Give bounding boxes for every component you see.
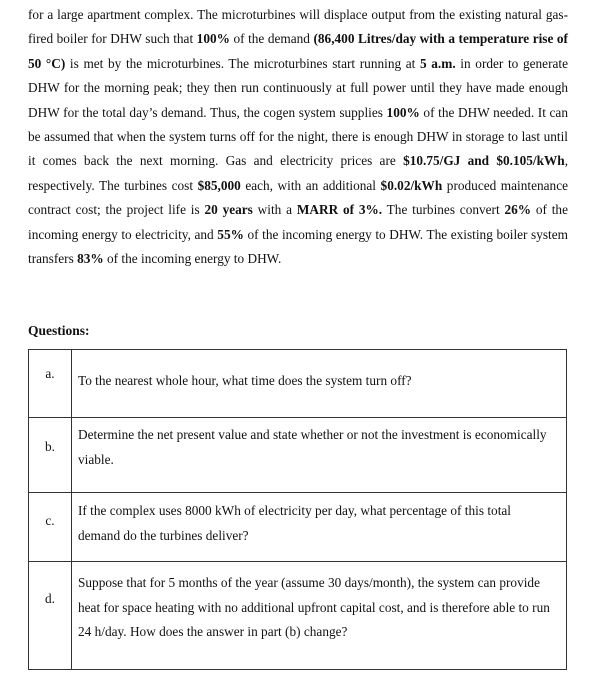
question-row-a xyxy=(29,350,567,418)
question-letter: d. xyxy=(45,591,55,606)
question-text-cell xyxy=(72,493,567,562)
question-letter-cell xyxy=(29,493,72,562)
text-segment: of the demand xyxy=(229,31,314,47)
question-letter-cell xyxy=(29,350,72,418)
questions-heading: Questions: xyxy=(28,323,90,338)
bold-value: 100% xyxy=(386,104,420,120)
text-segment: of the incoming energy to electricity, and xyxy=(28,202,568,242)
question-text-cell xyxy=(72,418,567,493)
bold-value: $0.02/kWh xyxy=(380,177,443,193)
text-segment: of the DHW needed. It can be assumed that when the system turns off for the night, there is enough DHW in storage to last until it comes back the next morning. Gas and electricity prices are xyxy=(28,104,568,169)
bold-value: $10.75/GJ and $0.105/kWh xyxy=(403,153,565,169)
text-segment: produced maintenance contract cost; the project life is xyxy=(28,177,568,218)
question-row-c xyxy=(29,493,567,562)
text-segment: , respectively. The turbines cost xyxy=(28,153,569,193)
bold-value: 55% xyxy=(217,226,244,242)
bold-value: 20 years xyxy=(204,202,253,218)
bold-value: 83% xyxy=(77,251,104,267)
text-segment: of the incoming energy to DHW. The existing boiler system transfers xyxy=(28,226,568,267)
text-segment: in order to generate DHW for the morning peak; they then run continuously at full power until they have made enough DHW for the total day’s demand. Thus, the cogen system supplies xyxy=(28,55,568,120)
question-text: If the complex uses 8000 kWh of electricity per day, what percentage of this total demand do the turbines deliver? xyxy=(78,503,511,543)
bold-value: MARR of 3%. xyxy=(296,202,383,218)
questions-table xyxy=(28,349,567,670)
question-text-cell xyxy=(72,350,567,418)
bold-value: 5 a.m. xyxy=(420,55,456,71)
question-letter-cell xyxy=(29,562,72,670)
question-letter: c. xyxy=(45,513,55,528)
question-row-d xyxy=(29,562,567,670)
question-text: Suppose that for 5 months of the year (assume 30 days/month), the system can provide heat for space heating with no additional upfront capital cost, and is therefore able to run 24 h/day. How does the answer in part (b) change? xyxy=(78,575,550,639)
text-segment: with a xyxy=(252,202,297,218)
bold-value: 26% xyxy=(504,202,532,218)
text-segment: The turbines convert xyxy=(382,202,505,218)
question-row-b xyxy=(29,418,567,493)
question-text: Determine the net present value and state whether or not the investment is economically viable. xyxy=(78,427,547,467)
text-segment: is met by the microturbines. The microturbines start running at xyxy=(65,55,420,71)
text-segment: each, with an additional xyxy=(240,177,381,193)
text-segment: of the incoming energy to DHW. xyxy=(103,251,282,267)
bold-value: 100% xyxy=(196,31,230,47)
bold-value: (86,400 Litres/day with a temperature rise of 50 °C) xyxy=(28,31,568,71)
question-text-cell xyxy=(72,562,567,670)
question-text: To the nearest whole hour, what time does the system turn off? xyxy=(78,373,412,388)
problem-statement xyxy=(28,3,568,271)
question-letter: a. xyxy=(45,366,55,381)
bold-value: $85,000 xyxy=(197,177,241,193)
question-letter-cell xyxy=(29,418,72,493)
text-segment: for a large apartment complex. The microturbines will displace output from the existing natural gas-fired boiler for DHW such that xyxy=(28,7,568,47)
question-letter: b. xyxy=(45,439,55,454)
